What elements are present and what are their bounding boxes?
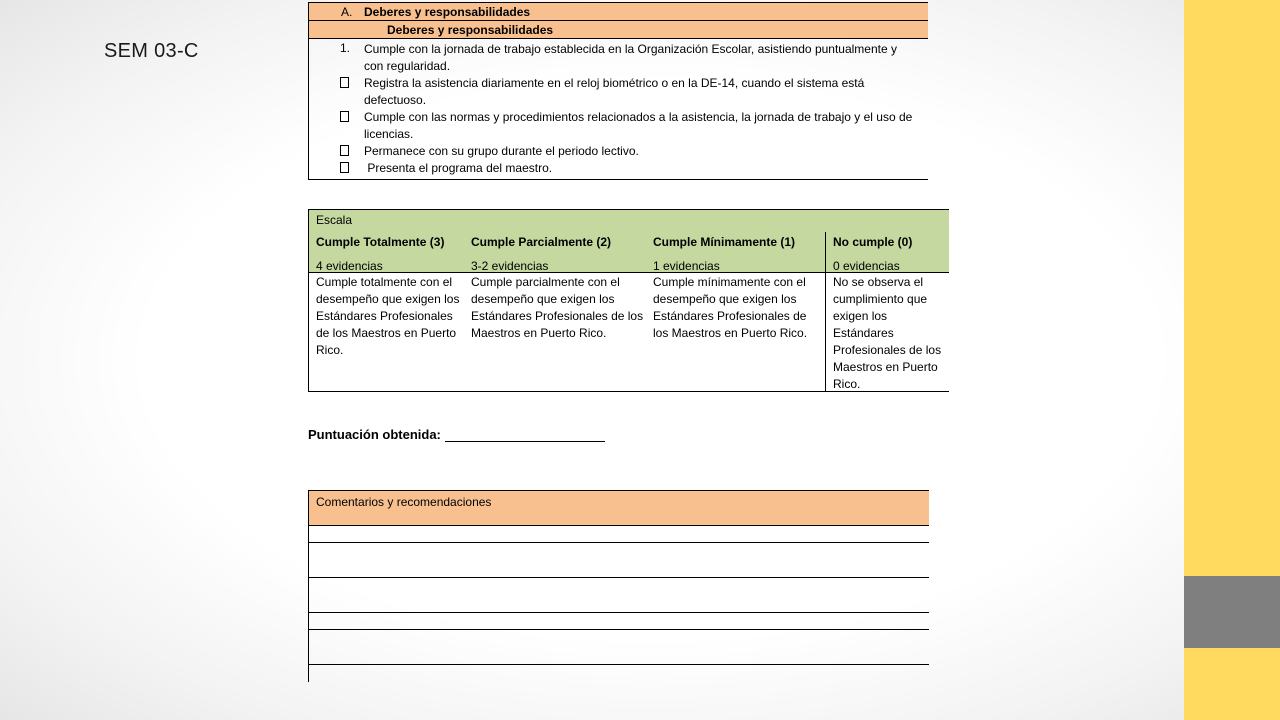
comments-label: Comentarios y recomendaciones (316, 495, 492, 509)
checkbox-icon (340, 77, 349, 88)
scale-evidence: 4 evidencias (316, 259, 383, 273)
duties-table (308, 2, 928, 180)
comments-table (308, 490, 929, 682)
scale-column-header: Cumple Parcialmente (2) (471, 235, 612, 249)
scale-column-header: No cumple (0) (833, 235, 913, 249)
scale-column-header: Cumple Totalmente (3) (316, 235, 445, 249)
duty-text: Permanece con su grupo durante el periodo lectivo. (364, 144, 639, 158)
sidebar-accent-gray (1184, 576, 1280, 648)
duty-text: Registra la asistencia diariamente en el reloj biométrico o en la DE-14, cuando el sistema está defectuoso. (364, 76, 865, 107)
checkbox-icon (340, 111, 349, 122)
section-heading: Deberes y responsabilidades (364, 5, 531, 19)
section-subheader (308, 21, 928, 39)
scale-description: No se observa el cumplimiento que exigen los Estándares Profesionales de los Maestros en Puerto Rico. (833, 275, 942, 391)
scale-column-header: Cumple Mínimamente (1) (653, 235, 796, 249)
column-divider (825, 232, 826, 391)
scale-evidence: 1 evidencias (653, 259, 720, 273)
comment-line[interactable] (309, 612, 929, 613)
item-number: 1. (340, 41, 351, 55)
scale-evidence: 3-2 evidencias (471, 259, 549, 273)
slide-title: SEM 03-C (104, 40, 199, 62)
duty-text: Cumple con la jornada de trabajo establecida en la Organización Escolar, asistiendo puntualmente y con regularidad. (364, 42, 897, 73)
score-label: Puntuación obtenida: (308, 427, 441, 442)
score-blank-line[interactable] (445, 429, 605, 442)
scale-evidence: 0 evidencias (833, 259, 900, 273)
comment-line[interactable] (309, 629, 929, 630)
scale-label: Escala (316, 213, 353, 227)
scale-description: Cumple parcialmente con el desempeño que exigen los Estándares Profesionales de los Maestros en Puerto Rico. (471, 275, 644, 340)
scale-table (308, 209, 949, 392)
comment-line[interactable] (309, 542, 929, 543)
duties-list (308, 39, 928, 180)
section-header (308, 2, 928, 21)
score-field (308, 427, 605, 442)
duty-text: Presenta el programa del maestro. (364, 161, 553, 175)
comment-line[interactable] (309, 664, 929, 665)
checkbox-icon (340, 145, 349, 156)
comments-header (309, 491, 929, 526)
checkbox-icon (340, 162, 349, 173)
section-letter: A. (341, 5, 353, 19)
comment-line[interactable] (309, 577, 929, 578)
scale-description: Cumple mínimamente con el desempeño que exigen los Estándares Profesionales de los Maestros en Puerto Rico. (653, 275, 808, 340)
duty-text: Cumple con las normas y procedimientos relacionados a la asistencia, la jornada de trabajo y el uso de licencias. (364, 110, 913, 141)
section-subheading: Deberes y responsabilidades (387, 23, 554, 37)
scale-description: Cumple totalmente con el desempeño que exigen los Estándares Profesionales de los Maestros en Puerto Rico. (316, 275, 460, 357)
